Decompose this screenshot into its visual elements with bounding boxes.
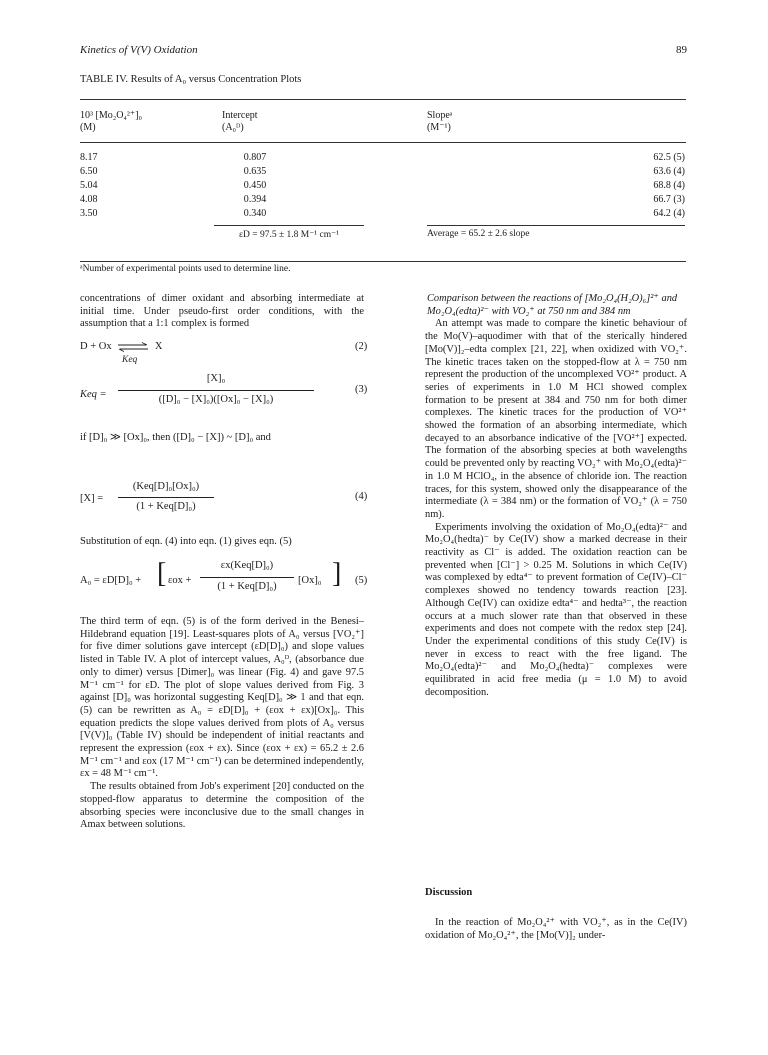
- left-column-body: [80, 616, 364, 832]
- paragraph: In the reaction of Mo₂O₄²⁺ with VO₂⁺, as in the Ce(IV) oxidation of Mo₂O₄²⁺, the [Mo(V)]₂ under-: [425, 917, 687, 941]
- table-cell: 0.394: [243, 194, 267, 205]
- table-cell: 63.6 (4): [653, 166, 685, 177]
- table-header-rule: [80, 142, 686, 143]
- table-cell: 3.50: [80, 208, 98, 219]
- table-cell: 5.04: [80, 180, 98, 191]
- table-column-intercept: [200, 151, 310, 221]
- slope-summary-rule: [427, 225, 685, 226]
- page-number: 89: [676, 44, 687, 56]
- table-header-intercept: Intercept (A₀ᴰ): [222, 110, 258, 133]
- equation-5-lhs: A₀ = εD[D]₀ +: [80, 575, 142, 586]
- equation-4-lhs: [X] =: [80, 493, 104, 504]
- table-bottom-rule: [80, 261, 686, 262]
- equation-2: D + Ox X: [80, 341, 163, 352]
- equilibrium-constant-label: Keq: [122, 355, 138, 365]
- fraction-bar: [118, 497, 214, 498]
- table-cell: 68.8 (4): [653, 180, 685, 191]
- equation-5-denominator: (1 + Keq[D]₀): [217, 581, 277, 592]
- equation-3-denominator: ([D]₀ − [X]₀)([Ox]₀ − [X]₀): [158, 394, 274, 405]
- equilibrium-arrows-icon: [116, 342, 150, 352]
- paragraph: concentrations of dimer oxidant and absorbing intermediate at initial time. Under pseudo-first order conditions, with the assumption that a 1:1 complex is formed: [80, 293, 364, 330]
- paragraph: An attempt was made to compare the kinetic behaviour of the Mo(V)–aquodimer with that of the sterically hindered [Mo(V)]₂–edta complex [21, 22], when oxidized with VO₂⁺. The kinetic traces taken on the stopped-flow at λ = 750 nm represent the production of the uncomplexed VO²⁺ product. A series of experiments in 1.0 M HCl showed complex formation to be present at 384 and 750 nm for both dimer complexes. The kinetic traces for the production of VO²⁺ showed the formation of an absorbing intermediate, which decayed to an absorbance indicative of the [VO²⁺] expected. The formation of the absorbing species at both wavelengths could be prevented only by reacting VO₂⁺ with Mo₂O₄(edta)²⁻ in 1.0 M HClO₄, in the absence of chloride ion. The reaction traces, for this system, showed only the disappearance of the intermediate (λ = 384 nm) or the formation of VO₂⁺ (λ = 750 nm).: [425, 318, 687, 520]
- table-cell: 0.450: [243, 180, 267, 191]
- table-top-rule: [80, 99, 686, 100]
- equation-number: (5): [355, 575, 368, 586]
- fraction-bar: [118, 390, 314, 391]
- table-cell: 6.50: [80, 166, 98, 177]
- equation-3-numerator: [X]₀: [206, 373, 226, 384]
- table-header-concentration: 10³ [Mo₂O₄²⁺]₀ (M): [80, 110, 143, 133]
- condition-line: if [D]₀ ≫ [Ox]₀, then ([D]₀ − [X]) ~ [D]₀ and: [80, 432, 271, 443]
- running-title: Kinetics of V(V) Oxidation: [80, 44, 198, 56]
- table-cell: 66.7 (3): [653, 194, 685, 205]
- table-column-concentration: [80, 151, 140, 221]
- substitution-line: Substitution of eqn. (4) into eqn. (1) gives eqn. (5): [80, 536, 292, 547]
- equation-4-numerator: (Keq[D]₀[Ox]₀): [132, 481, 200, 492]
- table-cell: 4.08: [80, 194, 98, 205]
- equation-5-eps: εox +: [168, 575, 192, 586]
- equation-5-numerator: εx(Keq[D]₀): [220, 560, 274, 571]
- table-cell: 0.807: [243, 152, 267, 163]
- equation-number: (3): [355, 384, 368, 395]
- left-bracket: [: [157, 558, 167, 589]
- equation-number: (4): [355, 491, 368, 502]
- fraction-bar: [200, 577, 294, 578]
- table-header-slope: Slopeᵃ (M⁻¹): [427, 110, 453, 133]
- table-cell: 8.17: [80, 152, 98, 163]
- equation-4-denominator: (1 + Keq[D]₀): [136, 501, 196, 512]
- table-cell: 0.635: [243, 166, 267, 177]
- table-caption: TABLE IV. Results of A₀ versus Concentration Plots: [80, 74, 302, 85]
- table-cell: 64.2 (4): [653, 208, 685, 219]
- equation-number: (2): [355, 341, 368, 352]
- paragraph: The third term of eqn. (5) is of the form derived in the Benesi–Hildebrand equation [19]. Least-squares plots of A₀ versus [VO₂⁺] for five dimer solutions gave intercept (εD[D]₀) and slope values listed in Table IV. A plot of intercept values, A₀ᴰ, (absorbance due only to dimer) versus [Dimer]₀ was linear (Fig. 4) and gave 97.5 M⁻¹ cm⁻¹ for εD. The plot of slope values derived from Fig. 3 against [D]₀ was horizontal suggesting Keq[D]₀ ≫ 1 and that eqn. (5) can be rewritten as A₀ = εD[D]₀ + (εox + εx)[Ox]₀. This equation predicts the slope values derived from plots of A₀ versus [V(V)]₀ (Table IV) should be independent of initial reactants and represent the expression (εox + εx). Since (εox + εx) = 65.2 ± 2.6 M⁻¹ cm⁻¹ and εox (17 M⁻¹ cm⁻¹) can be determined independently, εx = 48 M⁻¹ cm⁻¹.: [80, 616, 364, 780]
- table-cell: 62.5 (5): [653, 152, 685, 163]
- table-footnote: ᵃNumber of experimental points used to determine line.: [80, 264, 291, 274]
- slope-summary: Average = 65.2 ± 2.6 slope: [427, 229, 530, 239]
- section-title: Comparison between the reactions of [Mo₂O₄(H₂O)₆]²⁺ and Mo₂O₄(edta)²⁻ with VO₂⁺ at 750 nm and 384 nm: [427, 293, 678, 317]
- discussion-body: [425, 917, 687, 942]
- right-column-body: [425, 293, 687, 700]
- equation-5-tail: [Ox]₀: [298, 575, 322, 586]
- left-column-intro: [80, 293, 364, 331]
- table-cell: 0.340: [243, 208, 267, 219]
- equation-3-lhs: Keq =: [80, 389, 107, 400]
- right-bracket: ]: [332, 558, 342, 589]
- intercept-summary: εD = 97.5 ± 1.8 M⁻¹ cm⁻¹: [239, 230, 339, 240]
- discussion-heading: Discussion: [425, 887, 473, 898]
- table-column-slope: [427, 151, 685, 221]
- paragraph: The results obtained from Job's experiment [20] conducted on the stopped-flow apparatus to determine the composition of the absorbing species were inconclusive due to the small changes in Amax between solutions.: [80, 781, 364, 831]
- intercept-summary-rule: [214, 225, 364, 226]
- paragraph: Experiments involving the oxidation of Mo₂O₄(edta)²⁻ and Mo₂O₄(hedta)⁻ by Ce(IV) show a marked decrease in their reactivity as Cl⁻ is added. The oxidation reaction can be prevented when [Cl⁻] > 0.25 M. Solutions in which Ce(IV) was complexed by edta⁴⁻ to prevent formation of Ce(IV)–Cl⁻ complexes showed no tendency towards reaction [23]. Although Ce(IV) can oxidize edta⁴⁻ and hedta³⁻, the reaction occurs at a much slower rate than that observed in these experiments and does not compete with the redox step [24]. Under the experimental conditions of this study Ce(IV) is never in excess to react with the free ligand. The Mo₂O₄(edta)²⁻ and Mo₂O₄(hedta)⁻ complexes were equilibrated in acid free media (μ = 1.0 M) to avoid decomposition.: [425, 521, 687, 698]
